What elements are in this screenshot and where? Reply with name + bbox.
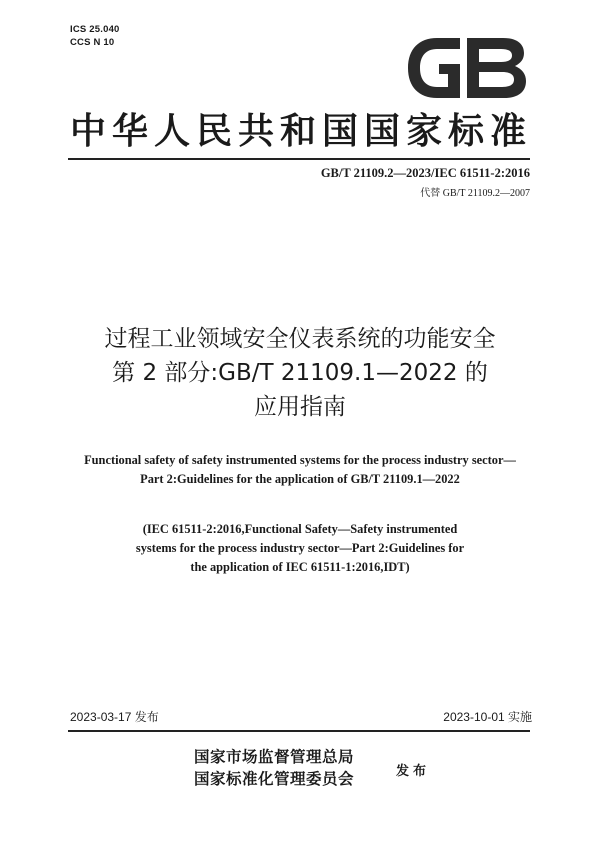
iec-reference-line: the application of IEC 61511-1:2016,IDT) <box>190 560 410 574</box>
issue-date: 2023-03-17 发布 <box>70 710 159 724</box>
ccs-code: CCS N 10 <box>70 36 115 48</box>
ics-code: ICS 25.040 <box>70 24 120 35</box>
national-standard-title: 中华人民共和国国家标准 <box>70 110 533 152</box>
top-divider <box>68 158 530 160</box>
replaces-standard: 代替 GB/T 21109.2—2007 <box>420 188 530 199</box>
chinese-title <box>0 322 600 424</box>
iec-reference <box>0 520 600 577</box>
english-title-line: Functional safety of safety instrumented systems for the process industry sector— <box>84 453 516 467</box>
chinese-title-line: 应用指南 <box>254 394 346 420</box>
classification-codes <box>70 24 120 49</box>
dates-row <box>70 708 532 726</box>
issuer-name: 国家标准化管理委员会 <box>194 769 355 788</box>
issuer-name: 国家市场监督管理总局 <box>194 747 355 766</box>
iec-reference-line: (IEC 61511-2:2016,Functional Safety—Safety instrumented <box>142 522 458 536</box>
gb-logo-text: GB <box>403 34 405 35</box>
english-title-line: Part 2:Guidelines for the application of GB/T 21109.1—2022 <box>140 472 460 486</box>
chinese-title-line: 过程工业领域安全仪表系统的功能安全 <box>104 326 496 352</box>
implementation-date: 2023-10-01 实施 <box>443 710 532 724</box>
bottom-divider <box>68 730 530 732</box>
standard-number: GB/T 21109.2—2023/IEC 61511-2:2016 <box>320 166 530 180</box>
chinese-title-line: 第 2 部分:GB/T 21109.1—2022 的 <box>112 360 488 386</box>
publish-label: 发布 <box>396 764 431 779</box>
iec-reference-line: systems for the process industry sector—Part 2:Guidelines for <box>135 541 465 555</box>
gb-logo <box>403 34 528 102</box>
english-title <box>0 451 600 489</box>
issuing-authorities <box>194 746 354 790</box>
